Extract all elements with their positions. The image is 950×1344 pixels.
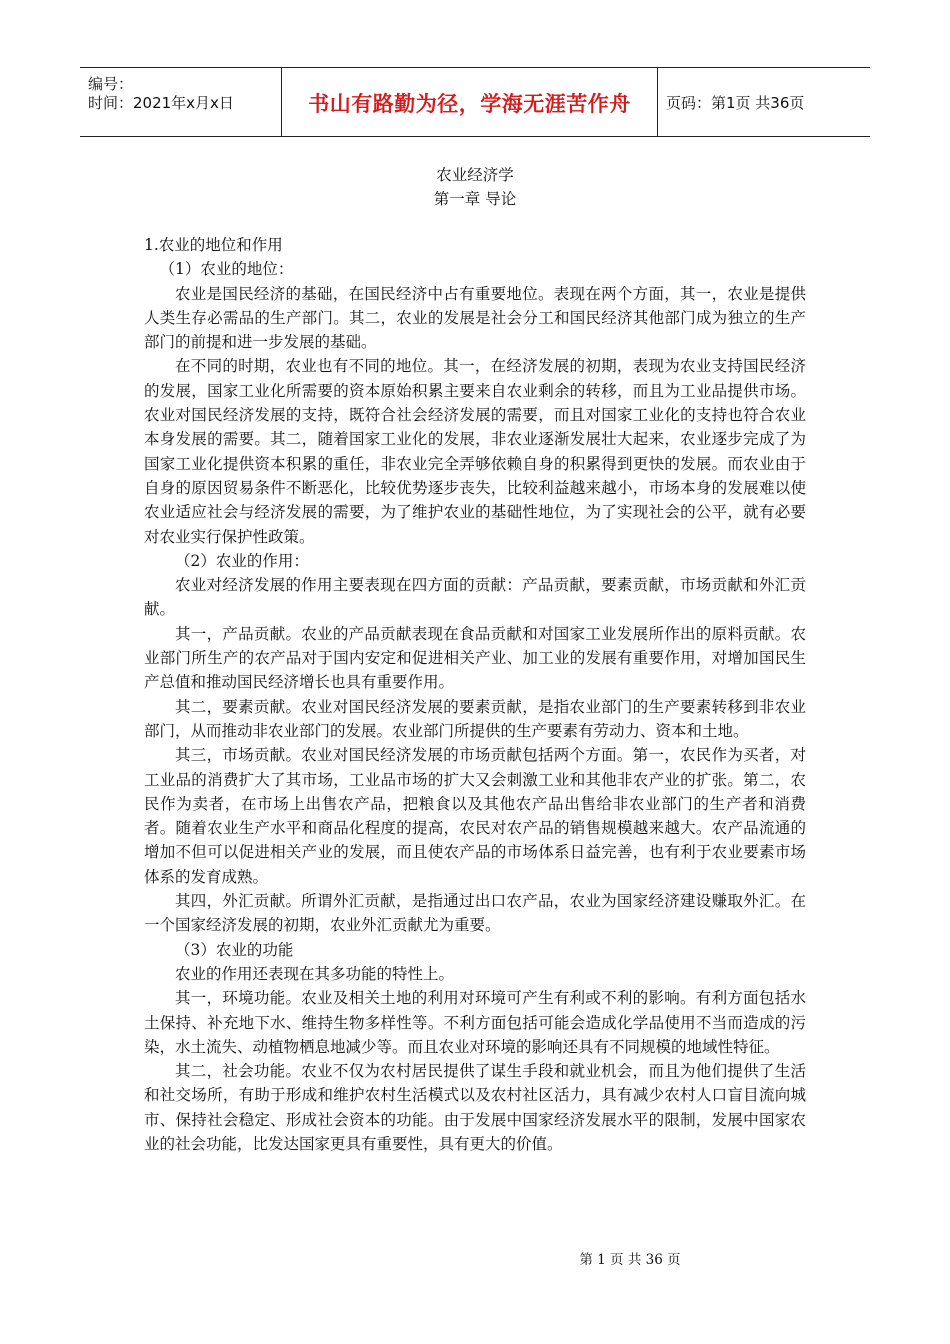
subsection-heading: （2）农业的作用： <box>175 551 309 570</box>
paragraph: 其三，市场贡献。农业对国民经济发展的市场贡献包括两个方面。第一，农民作为买者，对工业品的消费扩大了其市场，工业品市场的扩大又会刺激工业和其他非农产业的扩张。第二，农民作为卖者，在市场上出售农产品，把粮食以及其他农产品出售给非农业部门的生产者和消费者。随着农业生产水平和商品化程度的提高，农民对农产品的销售规模越来越大。农产品流通的增加不但可以促进相关产业的发展，而且使农产品的市场体系日益完善，也有利于农业要素市场体系的发育成熟。 <box>144 746 806 886</box>
header-page-cell <box>658 68 870 136</box>
chapter-title: 第一章 导论 <box>433 190 517 208</box>
section-heading: 1.农业的地位和作用 <box>144 236 283 254</box>
subsection-heading: （1）农业的地位： <box>159 260 294 279</box>
paragraph: 其二，社会功能。农业不仅为农村居民提供了谋生手段和就业机会，而且为他们提供了生活和社交场所，有助于形成和维护农村生活模式以及农村社区活力，具有减少农村人口盲目流向城市、保持社会稳定、形成社会资本的功能。由于发展中国家经济发展水平的限制，发展中国家农业的社会功能，比发达国家更具有重要性，具有更大的价值。 <box>144 1062 806 1153</box>
body-text <box>144 233 806 1156</box>
paragraph: 农业对经济发展的作用主要表现在四方面的贡献：产品贡献，要素贡献，市场贡献和外汇贡献。 <box>144 576 806 619</box>
paragraph: 其四，外汇贡献。所谓外汇贡献，是指通过出口农产品，农业为国家经济建设赚取外汇。在一个国家经济发展的初期，农业外汇贡献尤为重要。 <box>144 892 806 935</box>
motto: 书山有路勤为径，学海无涯苦作舟 <box>308 92 631 116</box>
doc-title: 农业经济学 <box>436 166 514 184</box>
paragraph: 其一，环境功能。农业及相关土地的利用对环境可产生有利或不利的影响。有利方面包括水土保持、补充地下水、维持生物多样性等。不利方面包括可能会造成化学品使用不当而造成的污染，水土流失、动植物栖息地减少等。而且农业对环境的影响还具有不同规模的地域性特征。 <box>144 989 806 1056</box>
paragraph: 其一，产品贡献。农业的产品贡献表现在食品贡献和对国家工业发展所作出的原料贡献。农业部门所生产的农产品对于国内安定和促进相关产业、加工业的发展有重要作用，对增加国民生产总值和推动国民经济增长也具有重要作用。 <box>144 624 806 692</box>
header-table <box>80 67 870 137</box>
header-motto-cell <box>282 68 658 136</box>
paragraph: 农业是国民经济的基础，在国民经济中占有重要地位。表现在两个方面，其一，农业是提供人类生存必需品的生产部门。其二，农业的发展是社会分工和国民经济其他部门成为独立的生产部门的前提和进一步发展的基础。 <box>144 284 806 352</box>
header-info-cell <box>80 68 282 136</box>
paragraph: 其二，要素贡献。农业对国民经济发展的要素贡献，是指农业部门的生产要素转移到非农业部门，从而推动非农业部门的发展。农业部门所提供的生产要素有劳动力、资本和土地。 <box>144 697 806 740</box>
paragraph: 农业的作用还表现在其多功能的特性上。 <box>175 964 455 983</box>
number-label: 编号： <box>88 75 134 93</box>
page-footer: 第 1 页 共 36 页 <box>579 1252 681 1268</box>
subsection-heading: （3）农业的功能 <box>175 940 294 959</box>
page-code: 页码：第1页 共36页 <box>666 94 805 112</box>
time-label: 时间：2021年x月x日 <box>88 94 234 112</box>
paragraph: 在不同的时期，农业也有不同的地位。其一，在经济发展的初期，表现为农业支持国民经济的发展，国家工业化所需要的资本原始积累主要来自农业剩余的转移，而且为工业品提供市场。农业对国民经济发展的支持，既符合社会经济发展的需要，而且对国家工业化的支持也符合农业本身发展的需要。其二，随着国家工业化的发展，非农业逐渐发展壮大起来，农业逐步完成了为国家工业化提供资本积累的重任，非农业完全弄够依赖自身的积累得到更快的发展。而农业由于自身的原因贸易条件不断恶化，比较优势逐步丧失，比较利益越来越小，市场本身的发展难以使农业适应社会与经济发展的需要，为了维护农业的基础性地位，为了实现社会的公平，就有必要对农业实行保护性政策。 <box>144 357 806 546</box>
